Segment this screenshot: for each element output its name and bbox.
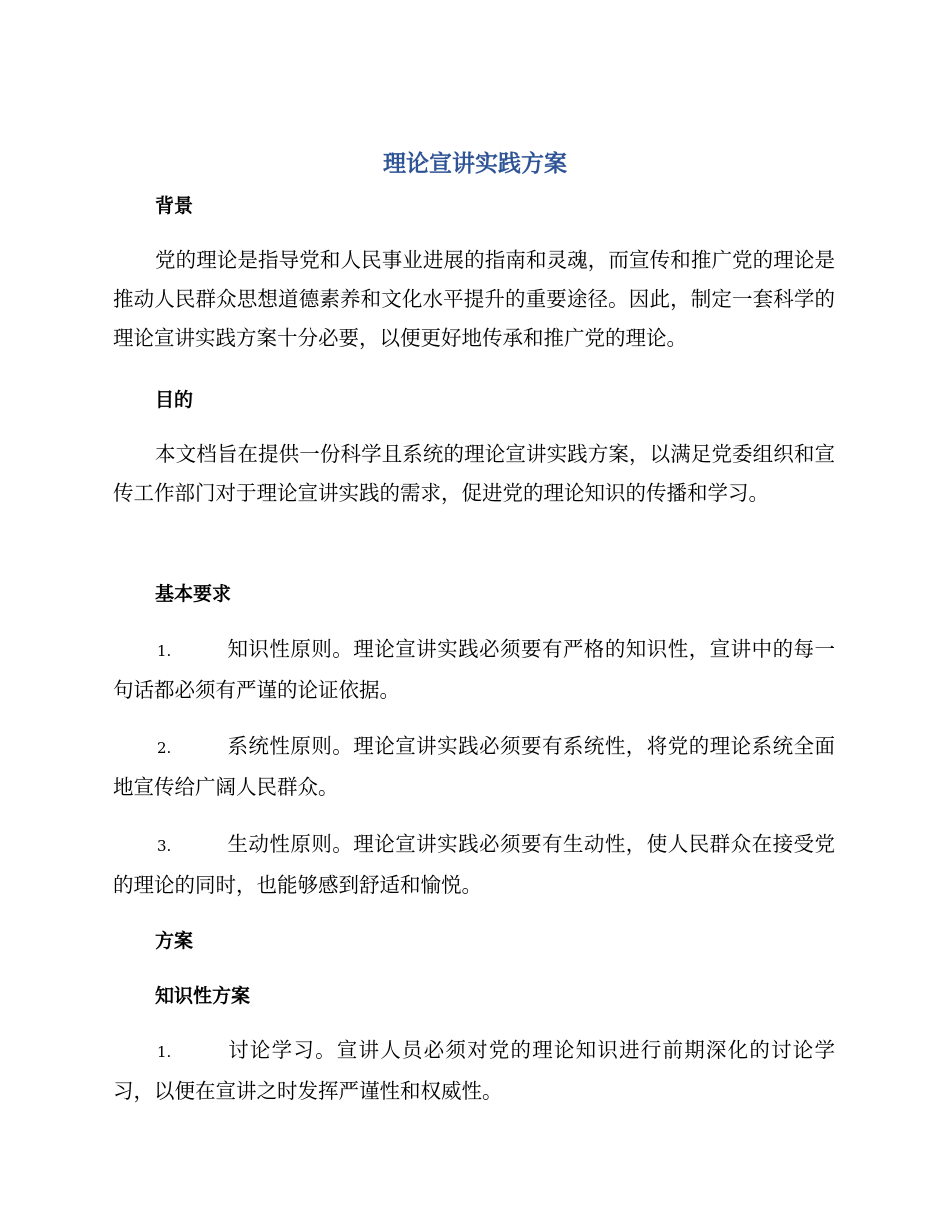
list-item-text: 知识性原则。理论宣讲实践必须要有严格的知识性，宣讲中的每一句话都必须有严谨的论证依据。: [113, 637, 835, 702]
paragraph-background: 党的理论是指导党和人民事业进展的指南和灵魂，而宣传和推广党的理论是推动人民群众思想道德素养和文化水平提升的重要途径。因此，制定一套科学的理论宣讲实践方案十分必要，以便更好地传承和推广党的理论。: [113, 248, 835, 350]
section-heading-plan: 方案: [155, 930, 194, 952]
list-item-text: 系统性原则。理论宣讲实践必须要有系统性，将党的理论系统全面地宣传给广阔人民群众。: [113, 734, 835, 799]
section-heading-knowledge-plan: 知识性方案: [155, 985, 251, 1007]
list-item: [113, 630, 835, 710]
list-item-number: 3.: [157, 837, 172, 855]
section-heading-background: 背景: [155, 195, 194, 217]
list-item-number: 2.: [157, 739, 172, 757]
list-item: [113, 1031, 835, 1111]
section-heading-requirements: 基本要求: [155, 583, 232, 605]
list-item: [113, 727, 835, 807]
section-heading-purpose: 目的: [155, 389, 194, 411]
list-item-text: 生动性原则。理论宣讲实践必须要有生动性，使人民群众在接受党的理论的同时，也能够感到舒适和愉悦。: [113, 832, 835, 897]
list-item-number: 1.: [157, 1043, 172, 1061]
paragraph-purpose: 本文档旨在提供一份科学且系统的理论宣讲实践方案，以满足党委组织和宣传工作部门对于理论宣讲实践的需求，促进党的理论知识的传播和学习。: [113, 442, 835, 505]
list-item-number: 1.: [157, 642, 172, 660]
list-item: [113, 825, 835, 905]
list-item-text: 讨论学习。宣讲人员必须对党的理论知识进行前期深化的讨论学习，以便在宣讲之时发挥严谨性和权威性。: [113, 1038, 835, 1103]
document-title: 理论宣讲实践方案: [383, 151, 567, 177]
